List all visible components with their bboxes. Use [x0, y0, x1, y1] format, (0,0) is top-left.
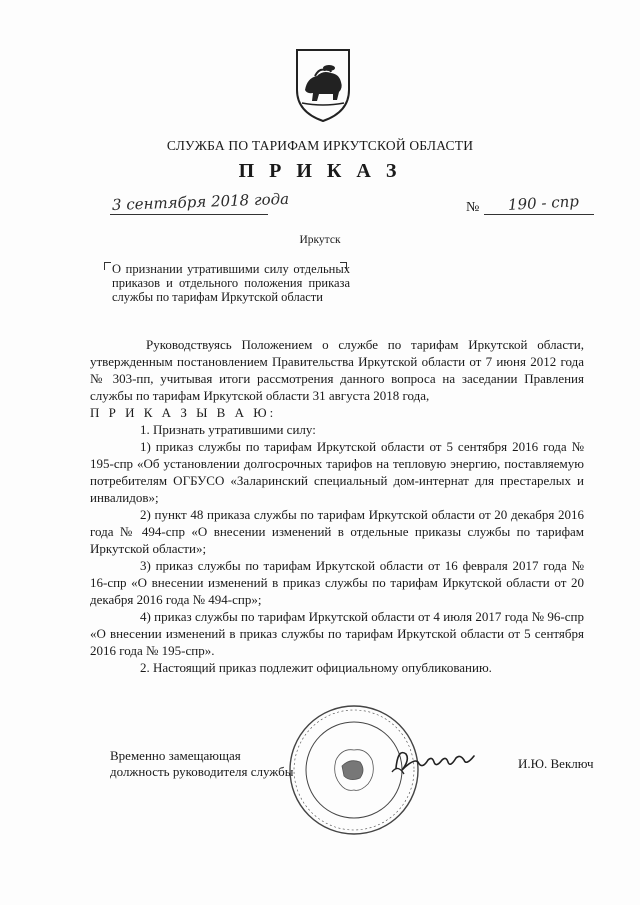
handwritten-number: 190 - спр	[507, 192, 580, 214]
item-2: 2. Настоящий приказ подлежит официальному опубликованию.	[140, 660, 492, 675]
signatory-title-line-2: должность руководителя службы	[110, 764, 294, 779]
order-subject: О признании утратившими силу отдельных приказов и отдельного положения приказа службы по тарифам Иркутской области	[112, 262, 350, 304]
subitem-3: 3) приказ службы по тарифам Иркутской области от 16 февраля 2017 года № 16-спр «О внесении изменений в приказ службы по тарифам Иркутской области от 20 декабря 2016 года № 494-спр»;	[90, 558, 584, 607]
signatory-title-line-1: Временно замещающая	[110, 748, 241, 763]
date-underline	[110, 214, 268, 215]
preamble-paragraph: Руководствуясь Положением о службе по тарифам Иркутской области, утвержденным постановлением Правительства Иркутской области от 7 июня 2012 года № 303-пп, учитывая итоги рассмотрения данного вопроса на заседании Правления службы по тарифам Иркутской области 31 августа 2018 года,	[90, 337, 584, 403]
city-name: Иркутск	[299, 234, 341, 246]
signer-name: И.Ю. Веключ	[518, 756, 594, 771]
document-type-title: П Р И К А З	[238, 160, 402, 182]
order-word: П Р И К А З Ы В А Ю:	[90, 405, 277, 420]
subitem-1: 1) приказ службы по тарифам Иркутской области от 5 сентября 2016 года № 195-спр «Об установлении долгосрочных тарифов на тепловую энергию, поставляемую потребителям ОГБУСО «Заларинский специальный дом-интернат для престарелых и инвалидов»;	[90, 439, 584, 505]
order-body	[90, 336, 584, 676]
subitem-4: 4) приказ службы по тарифам Иркутской области от 4 июля 2017 года № 96-спр «О внесении изменений в приказ службы по тарифам Иркутской области от 5 сентября 2016 года № 195-спр».	[90, 609, 584, 658]
number-underline	[484, 214, 594, 215]
number-label: №	[466, 200, 480, 215]
signatory-title	[110, 748, 293, 780]
subject-bracket-left	[104, 262, 111, 270]
subitem-2: 2) пункт 48 приказа службы по тарифам Иркутской области от 20 декабря 2016 года № 494-спр «О внесении изменений в отдельные приказы службы по тарифам Иркутской области»;	[90, 507, 584, 556]
handwritten-date: 3 сентября 2018 года	[111, 189, 290, 214]
coat-of-arms-emblem	[293, 46, 353, 124]
item-1: 1. Признать утратившими силу:	[140, 422, 316, 437]
handwritten-signature	[388, 740, 478, 780]
agency-title: СЛУЖБА ПО ТАРИФАМ ИРКУТСКОЙ ОБЛАСТИ	[166, 138, 474, 153]
